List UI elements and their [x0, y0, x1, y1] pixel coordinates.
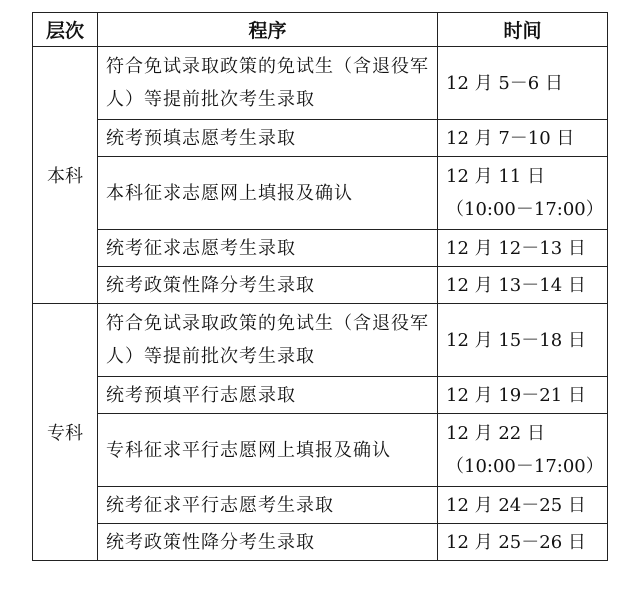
time-cell: 12 月 13－14 日 — [438, 267, 608, 304]
table-row — [33, 267, 608, 304]
table-row — [33, 377, 608, 414]
table-row — [33, 120, 608, 157]
time-cell: 12 月 19－21 日 — [438, 377, 608, 414]
header-time: 时间 — [438, 13, 608, 47]
procedure-cell: 统考征求志愿考生录取 — [98, 230, 438, 267]
procedure-cell: 本科征求志愿网上填报及确认 — [98, 157, 438, 230]
procedure-cell: 符合免试录取政策的免试生（含退役军人）等提前批次考生录取 — [98, 47, 438, 120]
procedure-cell: 统考政策性降分考生录取 — [98, 524, 438, 561]
table-row — [33, 47, 608, 120]
table-row — [33, 230, 608, 267]
procedure-cell: 统考预填平行志愿录取 — [98, 377, 438, 414]
time-cell: 12 月 25－26 日 — [438, 524, 608, 561]
table-row — [33, 487, 608, 524]
table-row — [33, 414, 608, 487]
time-cell: 12 月 11 日（10:00－17:00） — [438, 157, 608, 230]
time-cell: 12 月 5－6 日 — [438, 47, 608, 120]
time-cell: 12 月 7－10 日 — [438, 120, 608, 157]
table-row — [33, 157, 608, 230]
procedure-cell: 专科征求平行志愿网上填报及确认 — [98, 414, 438, 487]
procedure-cell: 统考预填志愿考生录取 — [98, 120, 438, 157]
time-cell: 12 月 15－18 日 — [438, 304, 608, 377]
time-cell: 12 月 22 日（10:00－17:00） — [438, 414, 608, 487]
header-procedure: 程序 — [98, 13, 438, 47]
admission-schedule-table — [32, 12, 608, 561]
procedure-cell: 统考征求平行志愿考生录取 — [98, 487, 438, 524]
procedure-cell: 统考政策性降分考生录取 — [98, 267, 438, 304]
table-row — [33, 524, 608, 561]
header-row — [33, 13, 608, 47]
table-row — [33, 304, 608, 377]
procedure-cell: 符合免试录取政策的免试生（含退役军人）等提前批次考生录取 — [98, 304, 438, 377]
level-cell-junior: 专科 — [33, 304, 98, 561]
level-cell-undergrad: 本科 — [33, 47, 98, 304]
header-level: 层次 — [33, 13, 98, 47]
time-cell: 12 月 12－13 日 — [438, 230, 608, 267]
time-cell: 12 月 24－25 日 — [438, 487, 608, 524]
